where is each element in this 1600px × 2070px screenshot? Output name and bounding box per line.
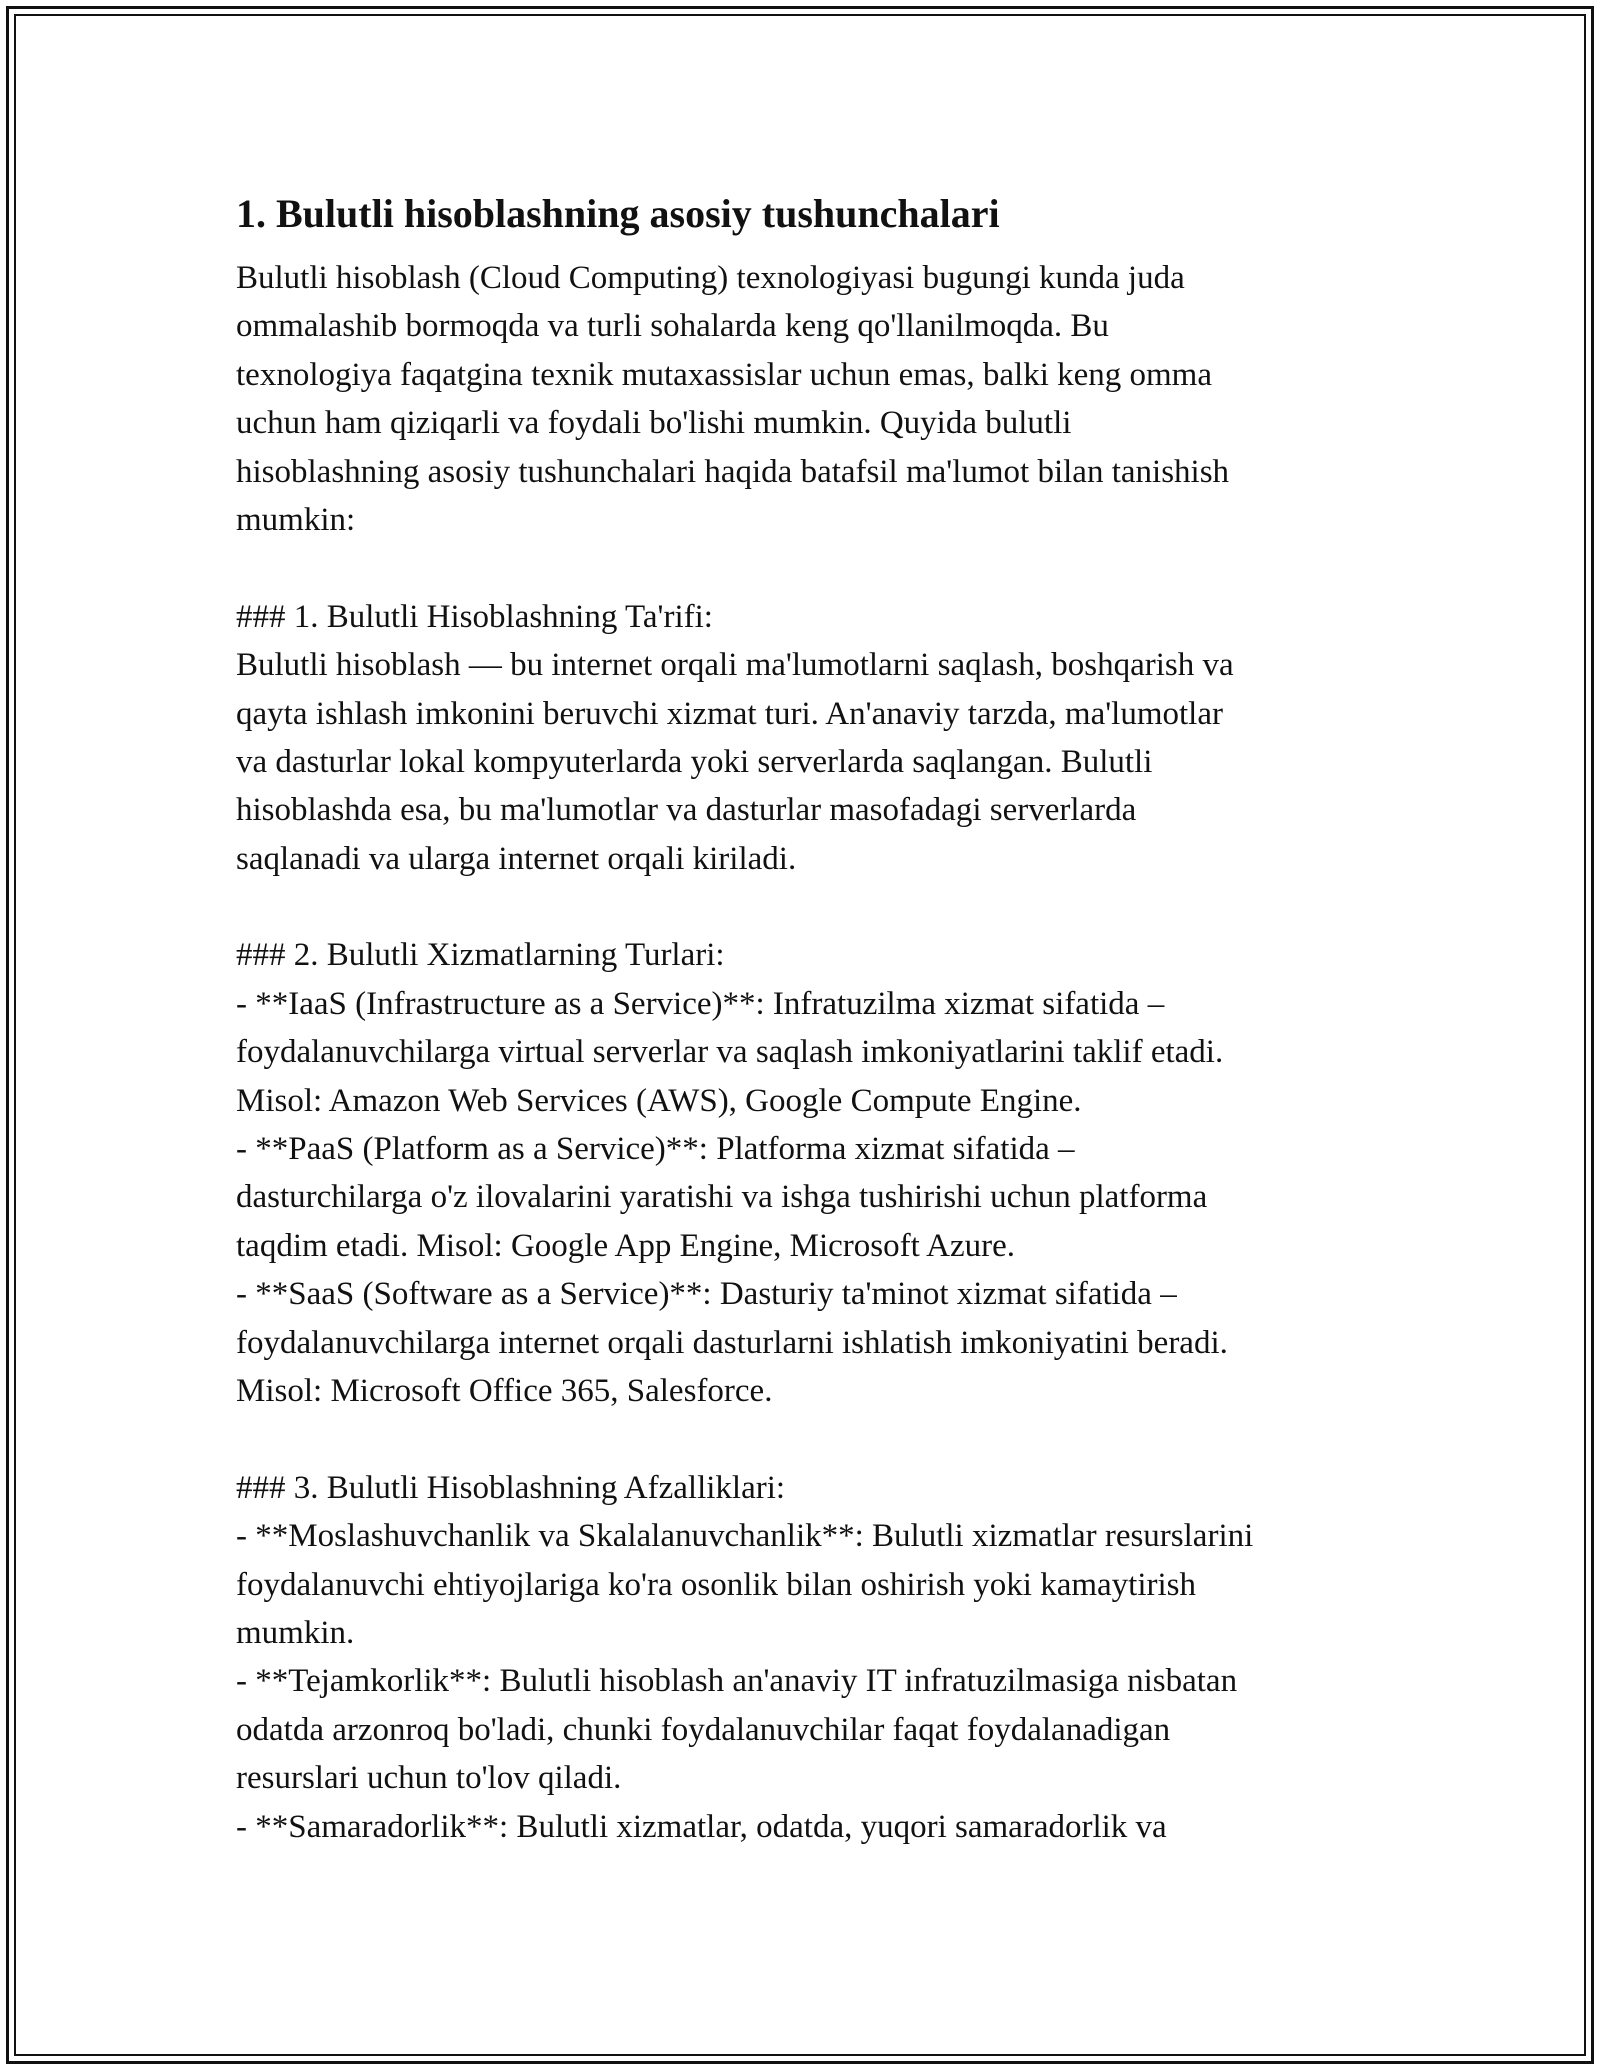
- section-heading-line: ### 1. Bulutli Hisoblashning Ta'rifi:: [236, 598, 713, 635]
- paragraph-line: Misol: Microsoft Office 365, Salesforce.: [236, 1372, 773, 1409]
- list-item-line: - **Tejamkorlik**: Bulutli hisoblash an'anaviy IT infratuzilmasiga nisbatan: [236, 1663, 1238, 1700]
- blank-line: [236, 883, 1376, 931]
- paragraph-line: hisoblashda esa, bu ma'lumotlar va dasturlar masofadagi serverlarda: [236, 792, 1137, 829]
- paragraph-line: odatda arzonroq bo'ladi, chunki foydalanuvchilar faqat foydalanadigan: [236, 1711, 1171, 1748]
- document-title: 1. Bulutli hisoblashning asosiy tushunchalari: [236, 191, 1000, 236]
- paragraph-line: Bulutli hisoblash — bu internet orqali ma'lumotlarni saqlash, boshqarish va: [236, 647, 1234, 684]
- section-heading-line: ### 3. Bulutli Hisoblashning Afzalliklari:: [236, 1469, 786, 1506]
- blank-line: [236, 1415, 1376, 1463]
- paragraph-line: texnologiya faqatgina texnik mutaxassislar uchun emas, balki keng omma: [236, 356, 1212, 393]
- paragraph-line: mumkin:: [236, 501, 356, 538]
- paragraph-line: va dasturlar lokal kompyuterlarda yoki serverlarda saqlangan. Bulutli: [236, 743, 1153, 780]
- list-item-line: - **IaaS (Infrastructure as a Service)**: Infratuzilma xizmat sifatida –: [236, 985, 1165, 1022]
- paragraph-line: hisoblashning asosiy tushunchalari haqida batafsil ma'lumot bilan tanishish: [236, 453, 1230, 490]
- paragraph-line: Bulutli hisoblash (Cloud Computing) texnologiyasi bugungi kunda juda: [236, 260, 1185, 296]
- paragraph-line: uchun ham qiziqarli va foydali bo'lishi mumkin. Quyida bulutli: [236, 405, 1072, 442]
- list-item-line: - **SaaS (Software as a Service)**: Dasturiy ta'minot xizmat sifatida –: [236, 1276, 1177, 1313]
- paragraph-line: ommalashib bormoqda va turli sohalarda keng qo'llanilmoqda. Bu: [236, 308, 1109, 345]
- paragraph-line: saqlanadi va ularga internet orqali kiriladi.: [236, 840, 797, 877]
- list-item-line: - **Samaradorlik**: Bulutli xizmatlar, odatda, yuqori samaradorlik va: [236, 1808, 1167, 1845]
- paragraph-line: Misol: Amazon Web Services (AWS), Google Compute Engine.: [236, 1082, 1082, 1119]
- paragraph-line: foydalanuvchi ehtiyojlariga ko'ra osonlik bilan oshirish yoki kamaytirish: [236, 1566, 1197, 1603]
- paragraph-line: foydalanuvchilarga virtual serverlar va saqlash imkoniyatlarini taklif etadi.: [236, 1034, 1224, 1071]
- section-heading-line: ### 2. Bulutli Xizmatlarning Turlari:: [236, 937, 725, 974]
- paragraph-line: dasturchilarga o'z ilovalarini yaratishi va ishga tushirishi uchun platforma: [236, 1179, 1208, 1216]
- blank-line: [236, 544, 1376, 592]
- paragraph-line: mumkin.: [236, 1614, 355, 1651]
- paragraph-line: qayta ishlash imkonini beruvchi xizmat turi. An'anaviy tarzda, ma'lumotlar: [236, 695, 1223, 732]
- paragraph-line: taqdim etadi. Misol: Google App Engine, Microsoft Azure.: [236, 1227, 1016, 1264]
- document-body: [236, 188, 1376, 1851]
- paragraph-line: foydalanuvchilarga internet orqali dasturlarni ishlatish imkoniyatini beradi.: [236, 1324, 1228, 1361]
- paragraph-line: resurslari uchun to'lov qiladi.: [236, 1760, 622, 1797]
- list-item-line: - **PaaS (Platform as a Service)**: Platforma xizmat sifatida –: [236, 1131, 1075, 1168]
- list-item-line: - **Moslashuvchanlik va Skalalanuvchanlik**: Bulutli xizmatlar resurslarini: [236, 1518, 1254, 1555]
- document-text: [236, 254, 1376, 1851]
